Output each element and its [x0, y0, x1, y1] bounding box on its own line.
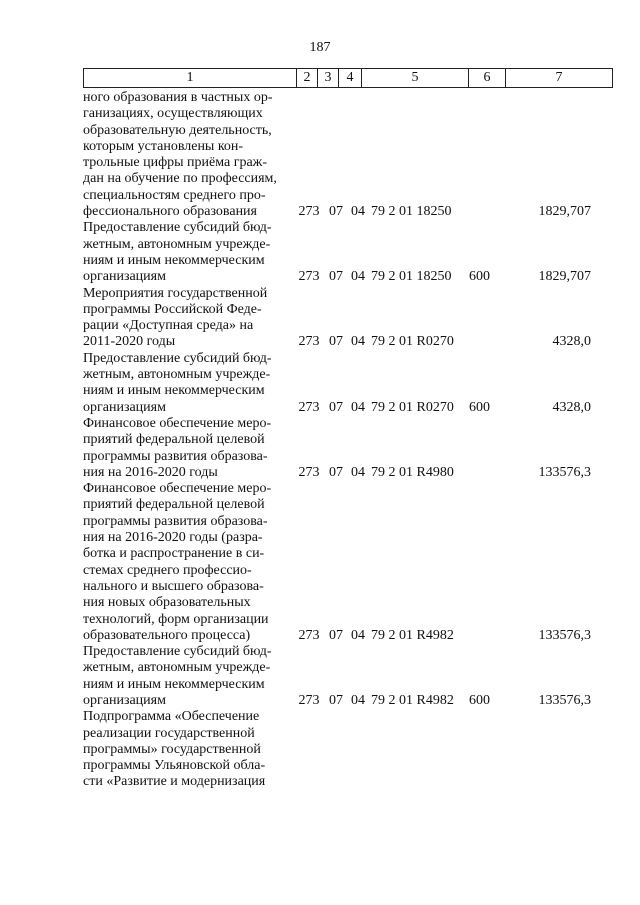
- row-code-2: 273: [298, 692, 320, 708]
- row-code-3: 07: [329, 399, 343, 415]
- row-code-3: 07: [329, 334, 343, 350]
- column-header-1: 1: [84, 69, 297, 88]
- table-row: [83, 644, 613, 709]
- row-code-4: 04: [351, 204, 365, 220]
- row-amount: 133576,3: [538, 627, 591, 643]
- row-amount: 133576,3: [538, 464, 591, 480]
- row-code-4: 04: [351, 627, 365, 643]
- row-amount: 1829,707: [538, 269, 591, 285]
- row-description: Предоставление субсидий бюд- жетным, автономным учрежде- ниям и иным некоммерческим организациям: [83, 220, 272, 285]
- row-description: Подпрограмма «Обеспечение реализации государственной программы» государственной программы Ульяновской обла- сти «Развитие и модернизация: [83, 709, 266, 790]
- column-header-2: 2: [297, 69, 318, 88]
- row-code-6: 600: [469, 692, 490, 708]
- row-code-2: 273: [298, 334, 320, 350]
- row-code-5: 79 2 01 R0270: [371, 399, 454, 415]
- row-code-4: 04: [351, 399, 365, 415]
- row-description: Мероприятия государственной программы Российской Феде- рации «Доступная среда» на 2011-2020 годы: [83, 285, 268, 350]
- table-row: [83, 351, 613, 416]
- row-code-4: 04: [351, 464, 365, 480]
- row-code-2: 273: [298, 204, 320, 220]
- row-code-2: 273: [298, 464, 320, 480]
- page-number: 187: [309, 40, 331, 55]
- column-header-6: 6: [469, 69, 506, 88]
- row-code-6: 600: [469, 399, 490, 415]
- row-description: Предоставление субсидий бюд- жетным, автономным учрежде- ниям и иным некоммерческим организациям: [83, 350, 272, 415]
- row-description: ного образования в частных ор- ганизациях, осуществляющих образовательную деятельность, которым установлены кон- трольные цифры приёма граж- дан на обучение по профессиям, специальностям среднего про- фессионального образования: [83, 90, 277, 220]
- row-code-3: 07: [329, 692, 343, 708]
- row-amount: 4328,0: [552, 399, 591, 415]
- row-description: Финансовое обеспечение меро- приятий федеральной целевой программы развития образова- ния на 2016-2020 годы: [83, 415, 272, 480]
- row-code-2: 273: [298, 627, 320, 643]
- row-code-2: 273: [298, 399, 320, 415]
- budget-table-body: [83, 90, 613, 791]
- column-header-table: [83, 68, 613, 88]
- row-code-3: 07: [329, 464, 343, 480]
- column-header-3: 3: [318, 69, 339, 88]
- column-header-7: 7: [506, 69, 613, 88]
- row-code-2: 273: [298, 269, 320, 285]
- table-row: [83, 481, 613, 644]
- row-code-5: 79 2 01 R0270: [371, 334, 454, 350]
- row-code-5: 79 2 01 R4982: [371, 627, 454, 643]
- row-amount: 4328,0: [552, 334, 591, 350]
- column-header-row: [84, 69, 613, 88]
- row-description: Предоставление субсидий бюд- жетным, автономным учрежде- ниям и иным некоммерческим организациям: [83, 644, 272, 708]
- table-row: [83, 286, 613, 351]
- row-code-4: 04: [351, 334, 365, 350]
- column-header-5: 5: [362, 69, 469, 88]
- table-row: [83, 709, 613, 790]
- table-row: [83, 220, 613, 285]
- row-description: Финансовое обеспечение меро- приятий федеральной целевой программы развития образова- ния на 2016-2020 годы (разра- ботка и распространение в си- стемах среднего профессио- нального и высшего образова- ния новых образовательных технологий, форм организации образовательного процесса): [83, 481, 272, 643]
- row-code-5: 79 2 01 18250: [371, 204, 452, 220]
- row-code-4: 04: [351, 692, 365, 708]
- table-row: [83, 90, 613, 220]
- row-code-5: 79 2 01 18250: [371, 269, 452, 285]
- row-code-4: 04: [351, 269, 365, 285]
- row-code-3: 07: [329, 204, 343, 220]
- row-code-5: 79 2 01 R4980: [371, 464, 454, 480]
- row-amount: 1829,707: [538, 204, 591, 220]
- row-code-3: 07: [329, 269, 343, 285]
- table-row: [83, 416, 613, 481]
- row-code-3: 07: [329, 627, 343, 643]
- column-header-4: 4: [339, 69, 362, 88]
- row-code-6: 600: [469, 269, 490, 285]
- row-code-5: 79 2 01 R4982: [371, 692, 454, 708]
- row-amount: 133576,3: [538, 692, 591, 708]
